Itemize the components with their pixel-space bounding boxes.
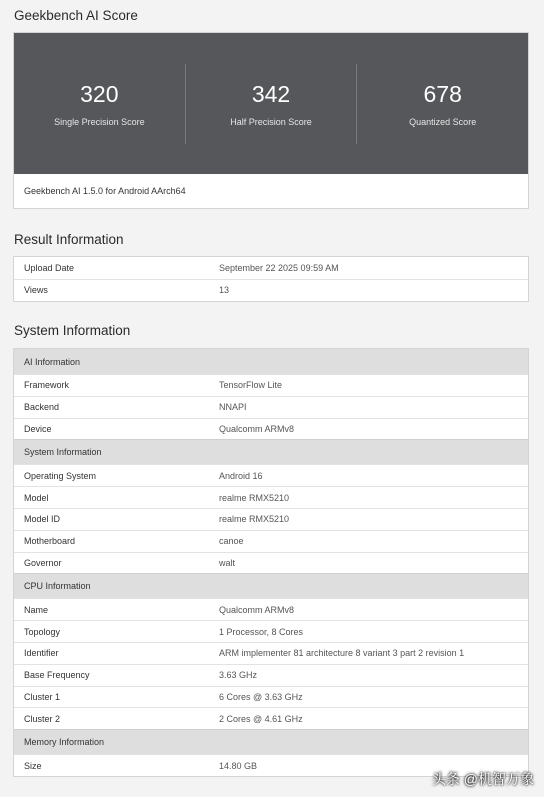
row-key: Cluster 1 <box>24 691 61 702</box>
row-key: Device <box>24 423 52 434</box>
row-value: canoe <box>219 536 244 547</box>
row-value: 13 <box>219 285 230 296</box>
row-value: 2 Cores @ 4.61 GHz <box>219 713 303 724</box>
row-value: Android 16 <box>219 470 263 481</box>
row-value: 14.80 GB <box>219 760 258 771</box>
group-heading-ai: AI Information <box>14 349 528 374</box>
row-value: NNAPI <box>219 402 247 413</box>
quantized-score <box>357 64 528 144</box>
row-value: Qualcomm ARMv8 <box>219 423 295 434</box>
row-key: Backend <box>24 402 60 413</box>
row-key: Governor <box>24 557 62 568</box>
row-value: 6 Cores @ 3.63 GHz <box>219 691 303 702</box>
row-key: Identifier <box>24 648 59 659</box>
row-key: Framework <box>24 380 70 391</box>
row-key: Name <box>24 604 49 615</box>
score-value: 678 <box>423 80 462 107</box>
table-row <box>14 418 528 440</box>
table-row <box>14 664 528 686</box>
table-row <box>14 598 528 620</box>
row-value: walt <box>219 557 236 568</box>
half-precision-score <box>186 64 358 144</box>
score-card <box>13 32 529 209</box>
table-row <box>14 464 528 486</box>
group-heading-memory: Memory Information <box>14 729 528 754</box>
row-key: Size <box>24 760 42 771</box>
row-value: 1 Processor, 8 Cores <box>219 626 304 637</box>
row-key: Cluster 2 <box>24 713 61 724</box>
row-value: ARM implementer 81 architecture 8 variant 3 part 2 revision 1 <box>219 648 465 659</box>
row-value: realme RMX5210 <box>219 492 290 503</box>
watermark: 头条 @机智万象 <box>431 771 534 787</box>
row-key: Model <box>24 492 49 503</box>
row-key: Model ID <box>24 514 61 525</box>
result-card <box>13 256 529 302</box>
table-row <box>14 530 528 552</box>
row-key: Motherboard <box>24 536 76 547</box>
benchmark-version: Geekbench AI 1.5.0 for Android AArch64 <box>24 186 186 196</box>
row-key: Topology <box>24 626 61 637</box>
table-row <box>14 620 528 642</box>
group-heading-system: System Information <box>14 439 528 464</box>
table-row <box>14 707 528 729</box>
table-row <box>14 508 528 530</box>
table-row <box>14 486 528 508</box>
score-section-title: Geekbench AI Score <box>14 8 138 23</box>
row-key: Views <box>24 285 48 296</box>
score-label: Single Precision Score <box>54 116 145 127</box>
score-value: 320 <box>80 80 119 107</box>
row-key: Base Frequency <box>24 670 90 681</box>
table-row-views <box>14 279 528 301</box>
system-section-title: System Information <box>14 323 131 338</box>
system-card <box>13 348 529 777</box>
group-heading-cpu: CPU Information <box>14 573 528 598</box>
single-precision-score <box>14 64 186 144</box>
row-value: Qualcomm ARMv8 <box>219 604 295 615</box>
score-value: 342 <box>251 80 291 107</box>
row-value: TensorFlow Lite <box>219 380 283 391</box>
score-label: Half Precision Score <box>230 116 312 127</box>
table-row <box>14 686 528 708</box>
row-key: Upload Date <box>24 262 75 273</box>
row-value: realme RMX5210 <box>219 514 290 525</box>
table-row-upload-date <box>14 257 528 279</box>
table-row <box>14 552 528 574</box>
result-section-title: Result Information <box>14 232 124 247</box>
row-value: September 22 2025 09:59 AM <box>219 262 339 273</box>
row-value: 3.63 GHz <box>219 670 258 681</box>
score-label: Quantized Score <box>409 116 477 127</box>
row-key: Operating System <box>24 470 97 481</box>
table-row <box>14 396 528 418</box>
table-row <box>14 642 528 664</box>
table-row <box>14 374 528 396</box>
score-panel <box>14 33 528 174</box>
